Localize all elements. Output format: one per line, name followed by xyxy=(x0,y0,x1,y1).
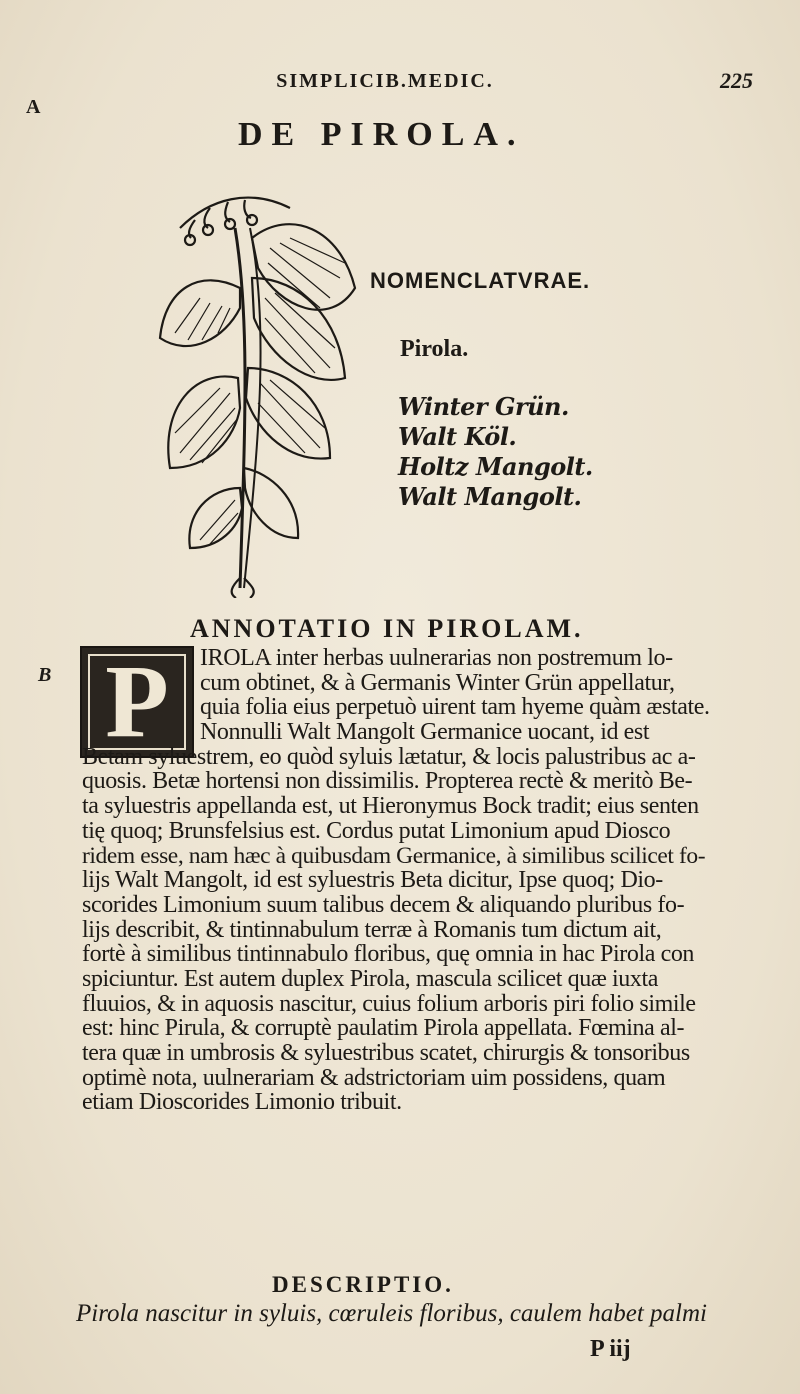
text-line: fortè à similibus tintinnabulo floribus, quę omnia in hac Pirola con xyxy=(82,941,695,968)
text-line: quosis. Betæ hortensi non dissimilis. Propterea rectè & meritò Be- xyxy=(82,768,693,795)
german-name: Holtz Mangolt. xyxy=(398,452,593,481)
signature-mark: P iij xyxy=(590,1336,631,1362)
page-number: 225 xyxy=(720,68,753,93)
initial-letter: P xyxy=(105,644,169,759)
descriptio-text: Pirola nascitur in syluis, cœruleis floribus, caulem habet palmi xyxy=(76,1300,707,1327)
text-line: quia folia eius perpetuò uirent tam hyeme quàm æstate. xyxy=(200,694,710,721)
german-name: Walt Mangolt. xyxy=(398,482,582,511)
text-line: tera quæ in umbrosis & syluestribus scatet, chirurgis & tonsoribus xyxy=(82,1040,690,1066)
text-line: lijs Walt Mangolt, id est syluestris Beta dicitur, Ipse quoq; Dio- xyxy=(82,867,663,894)
text-line: ta syluestris appellanda est, ut Hieronymus Bock tradit; eius senten xyxy=(82,793,699,820)
latin-name: Pirola. xyxy=(400,336,469,362)
descriptio-heading: DESCRIPTIO. xyxy=(272,1272,454,1297)
running-head: SIMPLICIB.MEDIC. xyxy=(276,70,494,92)
text-line: IROLA inter herbas uulnerarias non postremum lo- xyxy=(200,645,673,671)
pirola-woodcut-illustration xyxy=(140,168,365,598)
text-line: est: hinc Pirula, & corruptè paulatim Pirola appellata. Fœmina al- xyxy=(82,1015,685,1042)
annotatio-heading: ANNOTATIO IN PIROLAM. xyxy=(190,614,584,643)
chapter-title: DE PIROLA. xyxy=(238,116,525,153)
text-line: optimè nota, uulnerariam & adstrictoriam uim possidens, quam xyxy=(82,1064,666,1091)
text-line: scorides Limonium suum talibus decem & aliquando pluribus fo- xyxy=(82,891,685,918)
annotatio-body xyxy=(82,646,712,1115)
german-name: Winter Grün. xyxy=(398,392,569,421)
text-line: lijs describit, & tintinnabulum terræ à Romanis tum dictum ait, xyxy=(82,916,662,943)
text-line: fluuios, & in aquosis nascitur, cuius folium arboris piri folio simile xyxy=(82,990,696,1017)
margin-letter-b: B xyxy=(38,664,52,686)
text-line: ridem esse, nam hæc à quibusdam Germanice, à similibus scilicet fo- xyxy=(82,842,706,869)
text-line: tię quoq; Brunsfelsius est. Cordus putat Limonium apud Diosco xyxy=(82,817,671,844)
margin-letter-a: A xyxy=(26,96,41,118)
text-line: spiciuntur. Est autem duplex Pirola, mascula scilicet quæ iuxta xyxy=(82,965,659,992)
text-line: Nonnulli Walt Mangolt Germanice uocant, id est xyxy=(200,719,650,746)
nomenclaturae-heading: NOMENCLATVRAE. xyxy=(370,268,591,293)
german-name: Walt Köl. xyxy=(398,422,517,451)
text-line: etiam Dioscorides Limonio tribuit. xyxy=(82,1089,402,1116)
text-line: Betam syluestrem, eo quòd syluis lætatur, & locis palustribus ac a- xyxy=(82,743,696,770)
german-names-list xyxy=(398,392,593,512)
text-line: cum obtinet, & à Germanis Winter Grün appellatur, xyxy=(200,669,675,696)
